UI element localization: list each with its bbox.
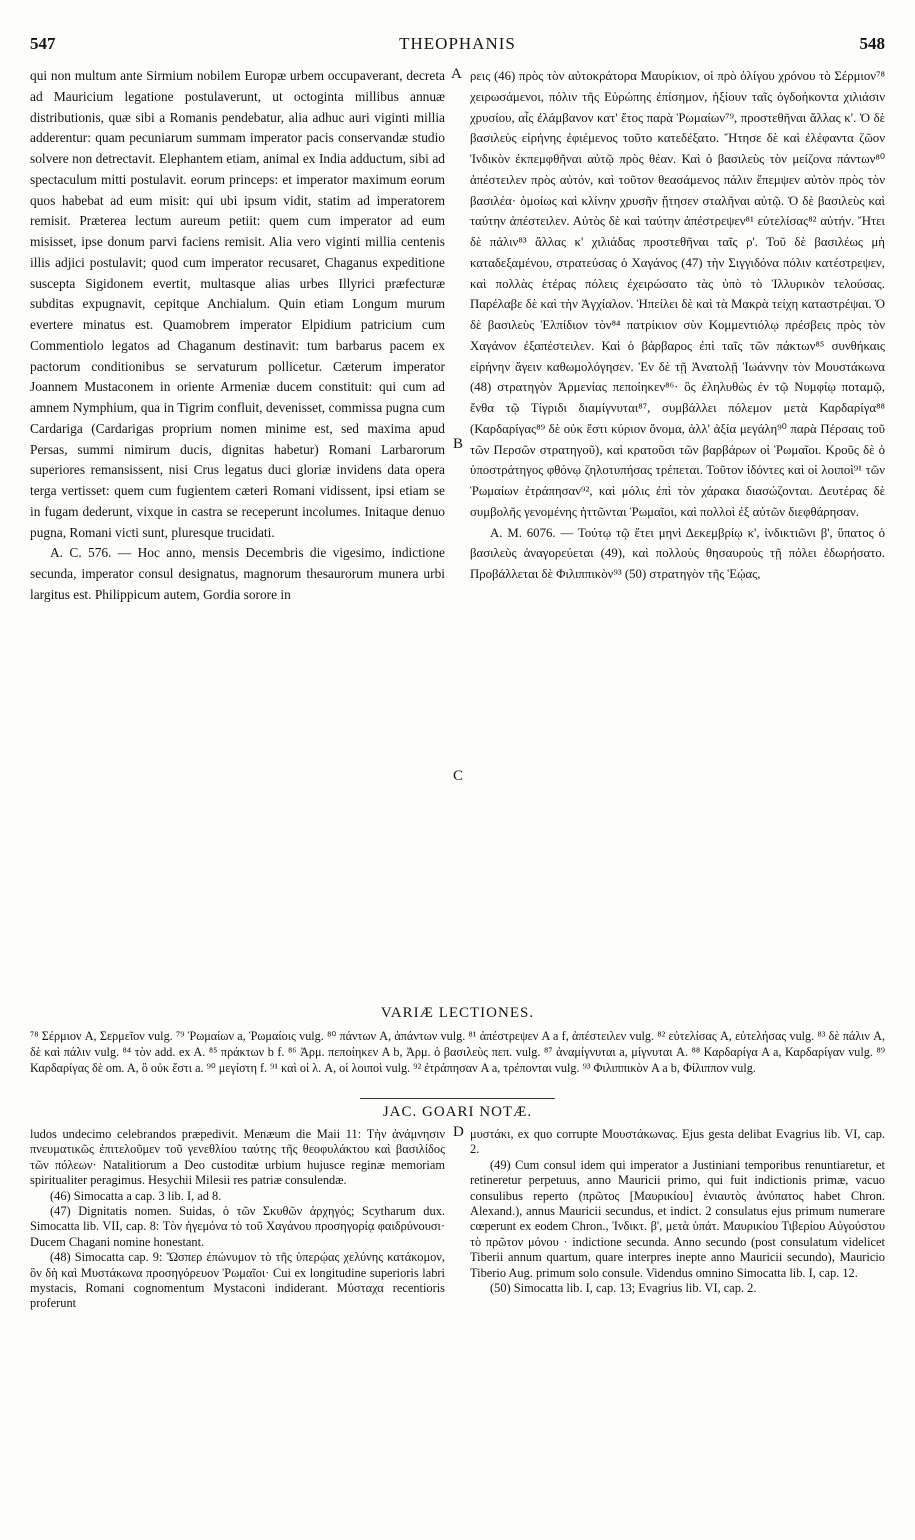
- latin-paragraph-1: qui non multum ante Sirmium nobilem Europæ urbem occupaverant, decreta ad Mauricium legatione postulaverunt, ut octoginta millibus annuæ distributionis, quæ sibi a Romanis pendebatur, alia adhuc auri viginti millia adderentur: quam pecuniarum summam imperator pacis conservandæ studio solvere non detrectavit. Elephantem etiam, animal ex India adductum, sibi ad spectaculum mitti postulavit. eorum princeps: et imperator maximum eorum quos habebat ad eum misit: qui ubi ipsum vidit, statim ad imperatorem remisit. Præterea lectum aureum petiit: quem cum imperator ad eum misisset, ipse donum parvi faciens remisit. Alia vero viginti millia centenis illis adjici postulavit; quod cum imperator recusaret, Chaganus expeditione suscepta Sigidonem evertit, multasque alias urbes Illyrici præfecturæ subditas expugnavit, cepitque Anchialum. Quin etiam Longum murum evertere minatus est. Quamobrem imperator Elpidium patricium cum Commentiolo legatos ad Chaganum destinavit: tum barbarus pacem ex pactorum conditionibus se servaturum pollicetur. Cæterum imperator Joannem Mustaconem in oriente Armeniæ ducem constituit: qui cum ad amnem Nymphium, qua in Tigrim confluit, devenisset, commissa pugna cum Cardariga (Cardarigas proprium nomen minime est, sed maxima apud Persas, summi nimirum ducis, dignitas habetur) Romani Larbarorum superiores remansissent, nisi Crus legatus duci gloriæ invidens data opera terga vertisset: quem cum fugientem cæteri Romani vidissent, ipsi etiam se in fugam dederunt, vixque in castra se receperunt incolumes. Initaque denuo pugna, Romani victi sunt, pluresque trucidati.: [30, 68, 445, 540]
- latin-column: [30, 66, 445, 606]
- margin-marker-d: D: [453, 1124, 464, 1140]
- running-title: THEOPHANIS: [399, 34, 516, 53]
- notae-title: JAC. GOARI NOTÆ.: [382, 1104, 533, 1120]
- margin-marker-b: B: [453, 436, 464, 452]
- greek-paragraph-1: ρεις (46) πρὸς τὸν αὐτοκράτορα Μαυρίκιον, οἱ πρὸ ὀλίγου χρόνου τὸ Σέρμιον⁷⁸ χειρωσάμενοι, πόλιν τῆς Εὐρώπης ἐπίσημον, ἠξίουν ταῖς ὀγδοήκοντα χιλιάσιν χρυσίου, αἷς ἐλάμβανον κατ' ἔτος παρὰ Ῥωμαίων⁷⁹, προστεθῆναι ἄλλας κ'. Ὁ δὲ βασιλεὺς εἰρήνης ἐφιέμενος τοῦτο κατεδέξατο. Ἤτησε δὲ καὶ ἐλέφαντα ζῶον Ἰνδικὸν ἐκπεμφθῆναι αὐτῷ πρὸς θέαν. Καὶ ὁ βασιλεὺς τὸν μείζονα πάντων⁸⁰ ἀπέστειλεν πρὸς αὐτόν, καὶ τοῦτον θεασάμενος πάλιν ἔπεμψεν αὐτὸν πρὸς τὸν βασιλέα· ὁμοίως καὶ κλίνην χρυσῆν ᾔτησεν σταλῆναι αὐτῷ. Ὁ δὲ βασιλεὺς καὶ ταύτην ἀπέστειλεν. Αὐτὸς δὲ καὶ ταύτην ἀπέστρεψεν⁸¹ εὐτελίσας⁸² αὐτήν. Ἤτει δὲ πάλιν⁸³ ἄλλας κ' χιλιάδας προστεθῆναι ταῖς ρ'. Τοῦ δὲ βασιλέως μὴ καταδεξαμένου, στρατεύσας ὁ Χαγάνος (47) τὴν Σιγγιδόνα πόλιν κατέστρεψεν, καὶ πολλὰς ἑτέρας πόλεις ἐχειρώσατο τὰς ὑπὸ τὸ Ἰλλυρικὸν τελούσας. Παρέλαβε δὲ καὶ τὴν Ἀγχίαλον. Ἠπείλει δὲ καὶ τὰ Μακρὰ τείχη καταστρέψαι. Ὁ δὲ βασιλεὺς Ἐλπίδιον τὸν⁸⁴ πατρίκιον σὺν Κομμεντιόλῳ πρέσβεις πρὸς τὸν Χαγάνον ἐξαπέστειλεν. Καὶ ὁ βάρβαρος ἐπὶ ταῖς τῶν πάκτων⁸⁵ συνθήκαις εἰρήνην ἄγειν καθωμολόγησεν. Ἐν δὲ τῇ Ἀνατολῇ Ἰωάννην τὸν Μουστάκωνα (48) στρατηγὸν Ἀρμενίας πεποίηκεν⁸⁶· ὃς ἐληλυθὼς ἐν τῷ Νυμφίῳ ποταμῷ, ἔνθα τῷ Τίγριδι διαμίγνυται⁸⁷, συμβάλλει πόλεμον μετὰ Καρδαρίγα⁸⁸ (Καρδαρίγας⁸⁹ δὲ οὐκ ἔστι κύριον ὄνομα, ἀλλ' ἀξία μεγάλη⁹⁰ παρὰ Πέρσαις τοῦ τῶν Περσῶν στρατηγοῦ), καὶ κρατοῦσι τῶν βαρβάρων οἱ Ῥωμαῖοι. Κροῦς δὲ ὁ ὑποστράτηγος φθόνῳ ζηλοτυπήσας τρέπεται. Τοῦτον ἰδόντες καὶ οἱ λοιποὶ⁹¹ τῶν Ῥωμαίων ἐτράπησαν⁹², καὶ μόλις ἐπὶ τὸν χάρακα διασώζονται. Δευτέρας δὲ συμβολῆς γενομένης ἡττῶνται Ῥωμαῖοι, καὶ πολλοὶ ἐξ αὐτῶν διεφθάρησαν.: [470, 69, 885, 519]
- greek-column: [470, 66, 885, 585]
- latin-paragraph-2: A. C. 576. — Hoc anno, mensis Decembris die vigesimo, indictione secunda, imperator consul designatus, magnorum thesaurorum munera urbi largitus est. Philippicum autem, Gordia sorore in: [30, 545, 445, 602]
- notes-left-column: [30, 1127, 445, 1312]
- notes-right-column: [470, 1127, 885, 1296]
- section-divider: [360, 1098, 555, 1099]
- variae-title: VARIÆ LECTIONES.: [380, 1005, 535, 1021]
- note-left-4: (48) Simocatta cap. 9: Ὥσπερ ἐπώνυμον τὸ τῆς ὑπερῴας χελύνης κατάκομον, ὃν δὴ καὶ Μυστάκωνα προσηγόρευον Ῥωμαῖοι· Cui ex longitudine superioris labri mystacis, Romani cognomentum Mystaconi indiderant. Μύσταχα recentioris proferunt: [30, 1250, 445, 1311]
- left-page-number: 547: [30, 34, 56, 53]
- note-left-2: (46) Simocatta a cap. 3 lib. I, ad 8.: [50, 1188, 222, 1203]
- variae-lectiones: [30, 1028, 885, 1077]
- greek-paragraph-2: Α. Μ. 6076. — Τούτῳ τῷ ἔτει μηνὶ Δεκεμβρίῳ κ', ἰνδικτιῶνι β', ὕπατος ὁ βασιλεὺς ἀναγορεύεται (49), καὶ πολλοὺς θησαυροὺς τῇ πόλει ἐδωρήσατο. Προβάλλεται δὲ Φιλιππικὸν⁹³ (50) στρατηγὸν τῆς Ἑῴας,: [470, 525, 885, 581]
- variae-text: ⁷⁸ Σέρμιον A, Σερμεῖον vulg. ⁷⁹ Ῥωμαίων a, Ῥωμαίοις vulg. ⁸⁰ πάντων A, ἁπάντων vulg. ⁸¹ ἀπέστρεψεν A a f, ἀπέστειλεν vulg. ⁸² εὐτελίσας A, εὐτελήσας vulg. ⁸³ δὲ πάλιν A, δὲ καὶ πάλιν vulg. ⁸⁴ τὸν add. ex A. ⁸⁵ πράκτων b f. ⁸⁶ Ἀρμ. πεποίηκεν A b, Ἀρμ. ὁ βασιλεὺς πεπ. vulg. ⁸⁷ ἀναμίγνυται a, μίγνυται A. ⁸⁸ Καρδαρίγα A a, Καρδαρίγαν vulg. ⁸⁹ Καρδαρίγας δὲ om. A, ὃ οὐκ ἔστι a. ⁹⁰ μεγίστη f. ⁹¹ καὶ οἱ λ. A, οἱ λοιποὶ vulg. ⁹² ἐτράπησαν A a, τρέπονται vulg. ⁹³ Φιλιππικὸν A a b, Φίλιππον vulg.: [30, 1029, 885, 1076]
- margin-marker-a: A: [451, 66, 462, 82]
- note-right-2: (49) Cum consul idem qui imperator a Justiniani temporibus renuntiaretur, et retineretur perpetuus, anno Mauricii primo, qui fuit indictionis primæ, vacuo consulibus reperto (πρῶτος [Μαυρικίου] ἐνιαυτὸς ἀνύπατος habet Chron. Alexand.), annus Mauricii secundus, et indict. 2 consulatus ejus primum numerare cœperunt ex eodem Chron., Ἰνδικτ. β', μετὰ ὑπάτ. Μαυρικίου Τιβερίου Αὐγούστου τὸ πρῶτον μόνου · indictione secunda. Anno secundo (post consulatum videlicet Tiberii annum quartum, quare interpres inepte anno Mauricii secundo), Mauricio Tiberio Aug. primum solo consule. Videndus omnino Simocatta lib. I, cap. 12.: [470, 1157, 885, 1280]
- right-page-number: 548: [859, 34, 885, 53]
- page-header: [30, 34, 885, 60]
- note-left-1: ludos undecimo celebrandos præpedivit. Menæum die Maii 11: Τὴν ἀνάμνησιν πνευματικῶς ἐπιτελοῦμεν τοῦ γενεθλίου ταύτης τῆς θεοφυλάκτου καὶ βασιλίδος τῶν πόλεων· Natalitiorum a Deo custoditæ urbium hujusce reginæ memoriam spiritualiter peragimus. Hesychii Milesii res patriæ consulendæ.: [30, 1127, 445, 1188]
- note-right-3: (50) Simocatta lib. I, cap. 13; Evagrius lib. VI, cap. 2.: [490, 1281, 757, 1296]
- note-right-1: μυστάκι, ex quo corrupte Μουστάκωνας. Ejus gesta delibat Evagrius lib. VI, cap. 2.: [470, 1127, 885, 1157]
- note-left-3: (47) Dignitatis nomen. Suidas, ὁ τῶν Σκυθῶν ἀρχηγός; Scytharum dux. Simocatta lib. VII, cap. 8: Τὸν ἡγεμόνα τὸ τοῦ Χαγάνου προσηγορίᾳ φαιδρύνουσι· Ducem Chagani nomine honestant.: [30, 1204, 445, 1249]
- margin-marker-c: C: [453, 768, 464, 784]
